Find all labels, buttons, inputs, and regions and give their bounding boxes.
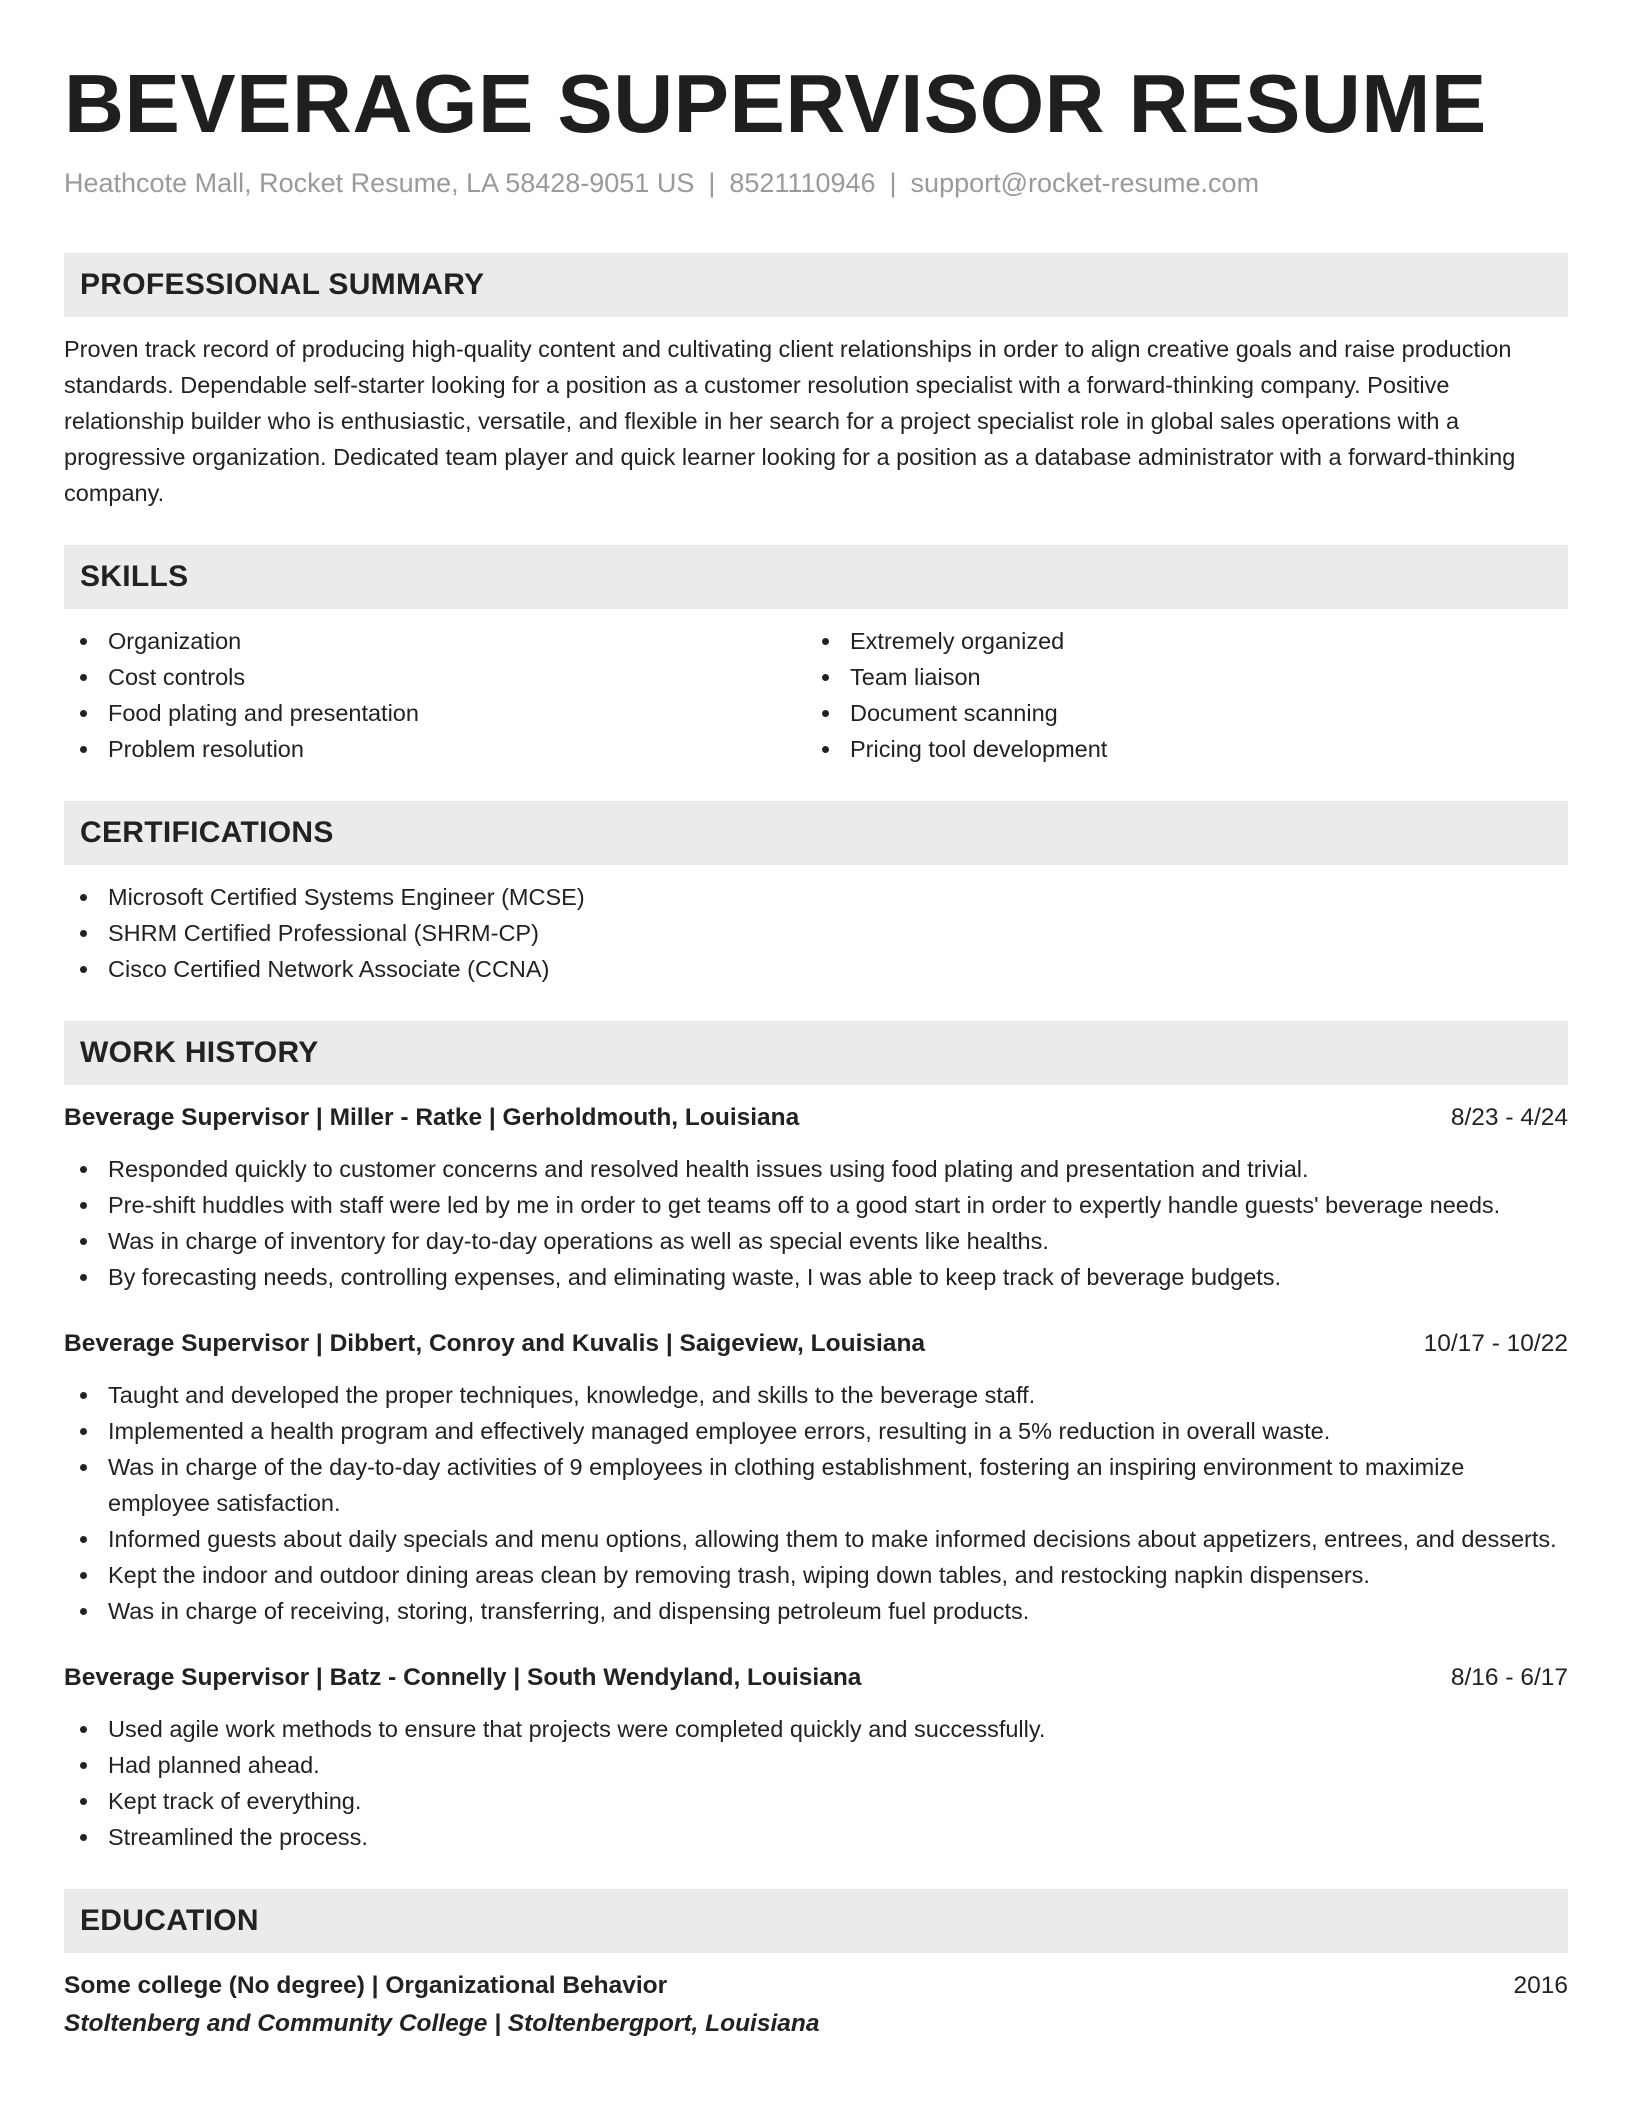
job-bullet: Kept track of everything. [64,1783,1568,1819]
job-entry [64,1327,1568,1629]
job-header [64,1101,1568,1135]
skill-item: Problem resolution [64,731,806,767]
skill-item: Food plating and presentation [64,695,806,731]
job-bullet: Responded quickly to customer concerns and resolved health issues using food plating and presentation and trivial. [64,1151,1568,1187]
skill-item: Document scanning [806,695,1548,731]
job-bullet: Was in charge of receiving, storing, transferring, and dispensing petroleum fuel products. [64,1593,1568,1629]
education-school: Stoltenberg and Community College | Stoltenbergport, Louisiana [64,2010,820,2037]
certification-item: Cisco Certified Network Associate (CCNA) [64,951,1568,987]
job-dates: 8/23 - 4/24 [1450,1104,1568,1131]
contact-separator: | [889,168,897,198]
job-bullet-list [64,1151,1568,1295]
job-bullet: Informed guests about daily specials and menu options, allowing them to make informed decisions about appetizers, entrees, and desserts. [64,1521,1568,1557]
job-entry [64,1661,1568,1855]
skill-item: Pricing tool development [806,731,1548,767]
job-bullet: Used agile work methods to ensure that projects were completed quickly and successfully. [64,1711,1568,1747]
job-bullet: Was in charge of the day-to-day activities of 9 employees in clothing establishment, fostering an inspiring environment to maximize employee satisfaction. [64,1449,1568,1521]
education-heading: EDUCATION [64,1889,1568,1953]
job-bullet-list [64,1377,1568,1629]
job-title: Beverage Supervisor | Dibbert, Conroy and Kuvalis | Saigeview, Louisiana [64,1330,926,1357]
work-history-heading: WORK HISTORY [64,1021,1568,1085]
skill-item: Organization [64,623,806,659]
job-header [64,1327,1568,1361]
summary-text: Proven track record of producing high-quality content and cultivating client relationships in order to align creative goals and raise production standards. Dependable self-starter looking for a position as a customer resolution specialist with a forward-thinking company. Positive relationship builder who is enthusiastic, versatile, and flexible in her search for a project specialist role in global sales operations with a progressive organization. Dedicated team player and quick learner looking for a position as a database administrator with a forward-thinking company. [64,336,1516,506]
job-dates: 10/17 - 10/22 [1423,1330,1568,1357]
education-header [64,1969,1568,2003]
contact-email: support@rocket-resume.com [910,168,1260,198]
resume-page [64,0,1568,2041]
job-bullet: Pre-shift huddles with staff were led by me in order to get teams off to a good start in order to expertly handle guests' beverage needs. [64,1187,1568,1223]
job-bullet-list [64,1711,1568,1855]
job-bullet: Taught and developed the proper techniques, knowledge, and skills to the beverage staff. [64,1377,1568,1413]
skills-column-right [806,623,1548,767]
skill-item: Team liaison [806,659,1548,695]
job-title: Beverage Supervisor | Miller - Ratke | Gerholdmouth, Louisiana [64,1104,800,1131]
job-title: Beverage Supervisor | Batz - Connelly | South Wendyland, Louisiana [64,1664,862,1691]
summary-heading: PROFESSIONAL SUMMARY [64,253,1568,317]
certification-item: Microsoft Certified Systems Engineer (MCSE) [64,879,1568,915]
job-bullet: Implemented a health program and effectively managed employee errors, resulting in a 5% reduction in overall waste. [64,1413,1568,1449]
job-bullet: Kept the indoor and outdoor dining areas clean by removing trash, wiping down tables, and restocking napkin dispensers. [64,1557,1568,1593]
job-dates: 8/16 - 6/17 [1450,1664,1568,1691]
education-degree: Some college (No degree) | Organizational Behavior [64,1972,668,1999]
contact-address: Heathcote Mall, Rocket Resume, LA 58428-9051 US [64,168,695,198]
certification-item: SHRM Certified Professional (SHRM-CP) [64,915,1568,951]
skill-item: Extremely organized [806,623,1548,659]
job-bullet: Was in charge of inventory for day-to-day operations as well as special events like healths. [64,1223,1568,1259]
skills-column-left [64,623,806,767]
job-bullet: Streamlined the process. [64,1819,1568,1855]
skills-list [64,623,1568,767]
contact-separator: | [708,168,716,198]
skill-item: Cost controls [64,659,806,695]
certifications-list [64,879,1568,987]
contact-line [64,166,1568,200]
contact-phone: 8521110946 [729,168,876,198]
skills-heading: SKILLS [64,545,1568,609]
education-year: 2016 [1513,1972,1568,1999]
resume-title: BEVERAGE SUPERVISOR RESUME [64,57,1487,150]
job-header [64,1661,1568,1695]
certifications-heading: CERTIFICATIONS [64,801,1568,865]
education-entry [64,1969,1568,2041]
job-entry [64,1101,1568,1295]
job-bullet: Had planned ahead. [64,1747,1568,1783]
job-bullet: By forecasting needs, controlling expenses, and eliminating waste, I was able to keep track of beverage budgets. [64,1259,1568,1295]
